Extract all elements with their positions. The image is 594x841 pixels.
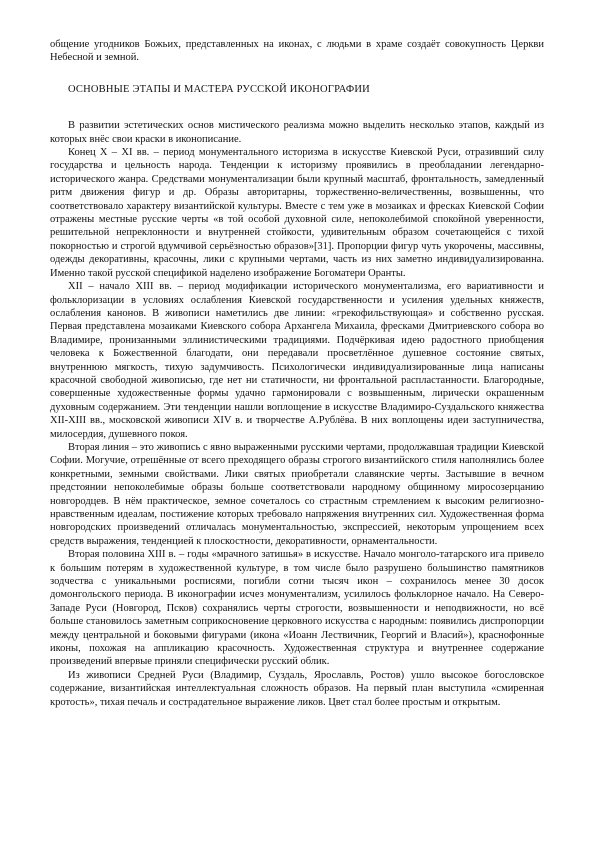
paragraph-central-russia: Из живописи Средней Руси (Владимир, Суздаль, Ярославль, Ростов) ушло высокое богословское содержание, византийская интеллектуальная сложность образов. На первый план выступила «смиренная кротость», тихая печаль и сострадательное выражение ликов. Цвет стал более простым и открытым. [50, 669, 544, 708]
intro-paragraph: общение угодников Божьих, представленных на иконах, с людьми в храме создаёт совокупность Церкви Небесной и земной. [50, 39, 544, 64]
paragraph-12th-century: XII – начало XIII вв. – период модификации исторического монументализма, его вариативности и фольклоризации в условиях ослабления Киевской государственности и усиления удельных княжеств, ослабления канонов. В живописи наметились две линии: «грекофильствующая» и собственно русская. Первая представлена мозаиками Киевского собора Архангела Михаила, фресками Дмитриевского собора во Владимире, пронизанными эллинистическими традициями. Подчёркивая идею радостного приобщения человека к Божественной благодати, они передавали просветлённое душевное состояние святых, внутреннюю мягкость, тихую задумчивость. Психологически индивидуализированные лица написаны красочной свободной живописью, где нет ни статичности, ни фронтальной распластанности. Благородные, совершенные художественные формы удачно гармонировали с возвышенным, лирически окрашенным духовным содержанием. Эти тенденции нашли воплощение в искусстве Владимиро-Суздальского княжества XII-XIII вв., московской живописи XIV в. и творчестве А.Рублёва. В них воплощены идеи заступничества, милосердия, душевного покоя. [50, 281, 544, 440]
paragraph-second-line: Вторая линия – это живопись с явно выраженными русскими чертами, продолжавшая традиции Киевской Софии. Могучие, отрешённые от всего преходящего образы строгого византийского стиля наполнялись более конкретными, земными свойствами. Лики святых приобретали славянские черты. Застывшие в вечном предстоянии непоколебимые образы больше соответствовали народному общинному миросозерцанию новгородцев. В нём практическое, земное сочеталось со страстным стремлением к высоким религиозно-нравственным идеалам, постижение которых требовало напряжения внутренних сил. Художественная форма новгородских произведений отличалась монументальностью, экспрессией, некоторым упрощением всех средств выражения, тенденцией к плоскостности, декоративности, орнаментальности. [50, 441, 544, 547]
paragraph-13th-century: Вторая половина XIII в. – годы «мрачного затишья» в искусстве. Начало монголо-татарского ига привело к большим потерям в художественной культуре, в том числе было разрушено большинство памятников зодчества с уникальными росписями, погибли сотни тысяч икон – сохранилось менее 30 досок домонгольского периода. В иконографии исчез монументализм, усилилось фольклорное начало. На Северо-Западе Руси (Новгород, Псков) сохранялись черты строгости, возвышенности и неподвижности, но всё больше становилось заметным соприкосновение церковного искусства с народным: появились диспропорции между центральной и боковыми фигурами (икона «Иоанн Лествичник, Георгий и Власий»), краснофонные иконы, похожая на аппликацию красочность. Художественная структура и внутреннее содержание произведений впервые приняли специфически русский облик. [50, 549, 544, 668]
paragraph-intro-stages: В развитии эстетических основ мистического реализма можно выделить несколько этапов, каждый из которых внёс свои краски в иконописание. [50, 120, 544, 145]
paragraph-kievan-period: Конец X – XI вв. – период монументального историзма в искусстве Киевской Руси, отразивший силу государства и цельность народа. Тенденции к историзму проявились в преобладании легендарно-исторического жанра. Средствами монументализации были крупный масштаб, фронтальность, замедленный ритм движения фигур и др. Образы авторитарны, торжественно-величественны, возвышенны, что соответствовало характеру византийской культуры. Вместе с тем уже в мозаиках и фресках Киевской Софии отражены местные русские черты «в той особой духовной силе, непоколебимой спокойной уверенности, решительной непреклонности и внутренней стойкости, удивительным образом сочетающейся с тихой покорностью и строгой вдумчивой серьёзностью образов»[31]. Пропорции фигур чуть укорочены, массивны, одежды декоративны, красочны, лики с крупными чертами, часть из них заметно индивидуализированна. Именно такой русской спецификой наделено изображение Богоматери Оранты. [50, 147, 544, 279]
section-title: ОСНОВНЫЕ ЭТАПЫ И МАСТЕРА РУССКОЙ ИКОНОГРАФИИ [68, 83, 370, 95]
